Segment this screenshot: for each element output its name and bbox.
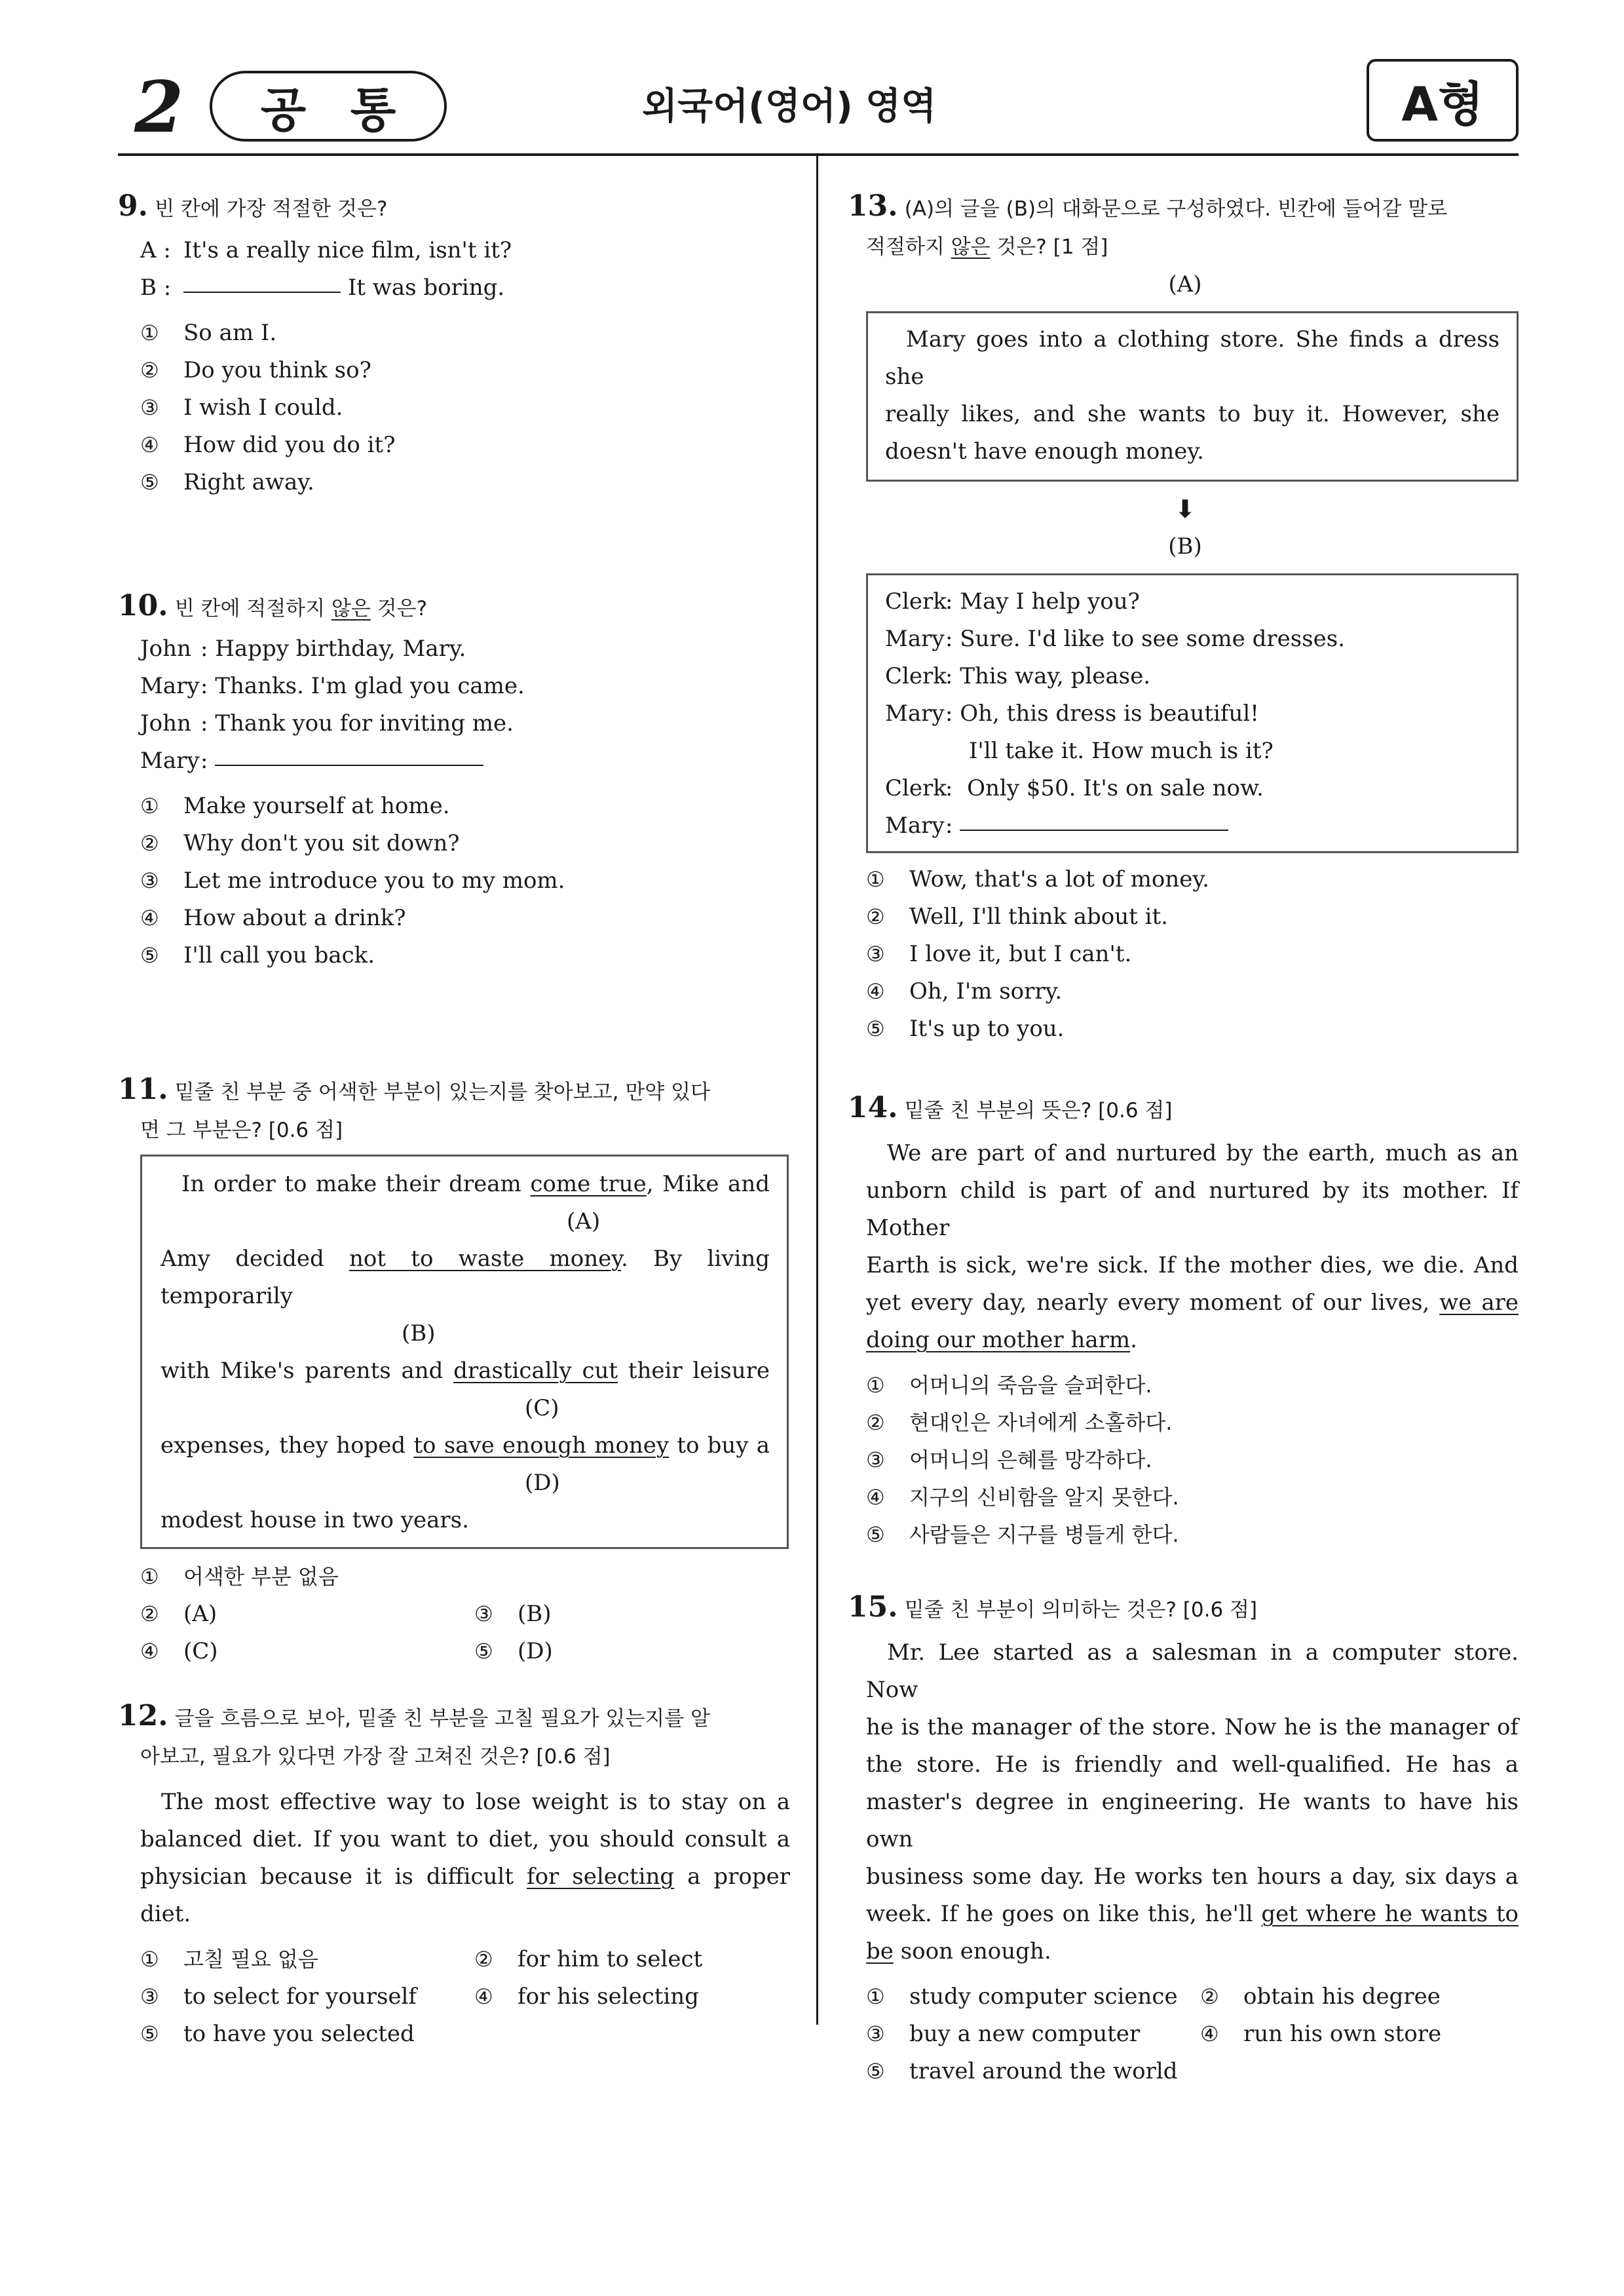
- underlined-phrase: for selecting: [526, 1864, 675, 1890]
- options: [866, 1978, 1522, 2090]
- option[interactable]: ② (A): [140, 1601, 217, 1627]
- subject-title: 외국어(영어) 영역: [642, 85, 937, 128]
- option[interactable]: ⑤ (D): [474, 1638, 553, 1664]
- dialogue-line: Clerk : This way, please.: [885, 663, 1151, 689]
- answer-blank: [215, 742, 483, 766]
- option[interactable]: ③ to select for yourself: [140, 1983, 417, 2010]
- underline-a: come true: [530, 1171, 647, 1197]
- dialogue-line: John : Thank you for inviting me.: [140, 710, 514, 737]
- label-a: (A): [1168, 271, 1202, 297]
- option[interactable]: ⑤ 사람들은 지구를 병들게 한다.: [866, 1522, 1179, 1547]
- options: [140, 315, 786, 501]
- header-rule: [118, 153, 1519, 156]
- option[interactable]: ③ I wish I could.: [140, 394, 343, 421]
- option[interactable]: ② Why don't you sit down?: [140, 830, 460, 856]
- option[interactable]: ⑤ It's up to you.: [866, 1016, 1065, 1042]
- passage: Mr. Lee started as a salesman in a computer store. Now he is the manager of the store. Now he is the manager of the store. He is friendly and well-qualified. He has a master's degree in engineering. He wants to have his own business some day. He works ten hours a day, six days a week. If he goes on like this, he'll get where he wants to be soon enough.: [866, 1639, 1519, 1964]
- option[interactable]: ① 어머니의 죽음을 슬퍼한다.: [866, 1373, 1152, 1398]
- option[interactable]: ④ How about a drink?: [140, 905, 406, 931]
- option[interactable]: ⑤ Right away.: [140, 469, 314, 495]
- passage: The most effective way to lose weight is to stay on a balanced diet. If you want to diet, you should consult a physician because it is difficult for selecting a proper diet.: [140, 1789, 791, 1927]
- options: [140, 1558, 793, 1670]
- label-d: (D): [525, 1470, 560, 1496]
- option[interactable]: ④ for his selecting: [474, 1983, 699, 2010]
- dialogue: [140, 232, 786, 307]
- down-arrow-icon: ⬇: [1175, 495, 1196, 524]
- option[interactable]: ① 어색한 부분 없음: [140, 1564, 339, 1589]
- options: [866, 1367, 1522, 1554]
- option[interactable]: ④ run his own store: [1200, 2021, 1442, 2047]
- underlined-phrase: doing our mother harm: [866, 1327, 1131, 1353]
- dialogue-line: Mary : Oh, this dress is beautiful!: [885, 700, 1259, 727]
- option[interactable]: ① Make yourself at home.: [140, 793, 450, 819]
- option[interactable]: ⑤ travel around the world: [866, 2058, 1178, 2084]
- option[interactable]: ① Wow, that's a lot of money.: [866, 866, 1209, 892]
- passage-box: In order to make their dream come true, Mike and (A) Amy decided not to waste money. By living temporarily (B) with Mike's parents and drastically cut their leisure (C) expenses, they hoped to save enough money to buy a (D) modest house in two years.: [140, 1155, 789, 1549]
- question-number: 11.: [118, 1073, 168, 1106]
- option[interactable]: ⑤ to have you selected: [140, 2021, 415, 2047]
- dialogue: [140, 630, 786, 780]
- answer-blank: [960, 807, 1228, 831]
- option[interactable]: ① 고칠 필요 없음: [140, 1947, 318, 1972]
- option[interactable]: ③ 어머니의 은혜를 망각하다.: [866, 1447, 1152, 1472]
- option[interactable]: ② for him to select: [474, 1946, 703, 1972]
- question-number: 10.: [118, 589, 168, 622]
- label-b: (B): [1168, 533, 1202, 560]
- option[interactable]: ② Well, I'll think about it.: [866, 904, 1168, 930]
- section-char-1: 공: [260, 83, 307, 138]
- option[interactable]: ③ buy a new computer: [866, 2021, 1141, 2047]
- question-15: 15. 밑줄 친 부분이 의미하는 것은? [0.6 점] Mr. Lee started as a salesman in a computer store. Now he is the manager of the store. Now he is the manager of the store. He is friendly and well-qualified. He has a master's degree in engineering. He wants to have his own business some day. He works ten hours a day, six days a week. If he goes on like this, he'll get where he wants to be soon enough. ① study computer science ② obtain his degree ③ buy a new computer ④ run his own store ⑤ travel around the world: [848, 1588, 1522, 2090]
- question-prompt: 빈 칸에 가장 적절한 것은?: [155, 197, 388, 221]
- dialogue-line: B : It was boring.: [140, 269, 786, 307]
- question-number: 12.: [118, 1699, 168, 1732]
- question-number: 13.: [848, 189, 898, 223]
- dialogue-line: Mary : Sure. I'd like to see some dresses.: [885, 626, 1346, 652]
- section-badge: [210, 71, 447, 142]
- question-13: 13. (A)의 글을 (B)의 대화문으로 구성하였다. 빈칸에 들어갈 말로 적절하지 않은 것은? [1 점] (A) Mary goes into a clothing store. She finds a dress she really likes, and she wants to buy it. However, she doesn't have enough money. ⬇ (B) Clerk : May I help you? Mary : Sure. I'd like to see some dresses. Clerk : This way, please. Mary : Oh, this dress is beautiful! I'll take it. How much is it? Clerk : Only $50. It's on sale now. Mary : ① Wow, that's a lot of money. ② Well, I'll think about it. ③ I love it, but I can't. ④ Oh, I'm sorry. ⑤ It's up to you.: [848, 187, 1522, 1048]
- question-10: 10. 빈 칸에 적절하지 않은 것은? John : Happy birthday, Mary. Mary : Thanks. I'm glad you came. John : Thank you for inviting me. Mary : ① Make yourself at home. ② Why don't you sit down? ③ Let me introduce you to my mom. ④ How about a drink? ⑤ I'll call you back.: [118, 587, 786, 974]
- underline-b: not to waste money: [349, 1246, 621, 1272]
- options: [140, 788, 786, 974]
- option[interactable]: ② 현대인은 자녀에게 소홀하다.: [866, 1410, 1173, 1435]
- page-number: 2: [134, 66, 184, 149]
- dialogue-line: Mary : Thanks. I'm glad you came.: [140, 673, 525, 699]
- column-divider: [816, 156, 818, 2025]
- dialogue-line: John : Happy birthday, Mary.: [140, 636, 466, 662]
- option[interactable]: ⑤ I'll call you back.: [140, 942, 375, 968]
- option[interactable]: ① study computer science: [866, 1983, 1178, 2010]
- answer-blank: [183, 269, 341, 293]
- dialogue-line: I'll take it. How much is it?: [969, 738, 1274, 764]
- option[interactable]: ③ Let me introduce you to my mom.: [140, 868, 565, 894]
- dialogue-box: [866, 573, 1519, 853]
- form-type-badge: A형: [1367, 59, 1519, 142]
- option[interactable]: ④ (C): [140, 1638, 218, 1664]
- dialogue-line: Mary :: [885, 807, 1500, 845]
- label-c: (C): [525, 1395, 559, 1421]
- question-12: 12. 글을 흐름으로 보아, 밑줄 친 부분을 고칠 필요가 있는지를 알 아보고, 필요가 있다면 가장 잘 고쳐진 것은? [0.6 점] The most effective way to lose weight is to stay on a balanced diet. If you want to diet, you should consult a physician because it is difficult for selecting a proper diet. ① 고칠 필요 없음 ② for him to select ③ to select for yourself ④ for his selecting ⑤ to have you selected: [118, 1697, 793, 2053]
- dialogue-line: Mary :: [140, 742, 786, 780]
- label-a: (A): [567, 1208, 601, 1234]
- question-number: 14.: [848, 1091, 898, 1124]
- underlined-phrase: be: [866, 1938, 894, 1964]
- dialogue-line: Clerk : May I help you?: [885, 588, 1140, 615]
- option[interactable]: ③ I love it, but I can't.: [866, 941, 1132, 967]
- section-char-2: 통: [350, 83, 396, 138]
- passage-box: Mary goes into a clothing store. She finds a dress she really likes, and she wants to buy it. However, she doesn't have enough money.: [866, 311, 1519, 482]
- option[interactable]: ④ Oh, I'm sorry.: [866, 978, 1063, 1004]
- options: [866, 861, 1522, 1048]
- option[interactable]: ② obtain his degree: [1200, 1983, 1441, 2010]
- passage: We are part of and nurtured by the earth, much as an unborn child is part of and nurtured by its mother. If Mother Earth is sick, we're sick. If the mother dies, we die. And yet every day, nearly every moment of our lives, we are doing our mother harm.: [866, 1140, 1519, 1353]
- underlined-phrase: we are: [1439, 1290, 1519, 1316]
- option[interactable]: ② Do you think so?: [140, 357, 371, 383]
- option[interactable]: ③ (B): [474, 1601, 552, 1627]
- underline-c: drastically cut: [453, 1358, 618, 1384]
- underlined-phrase: get where he wants to: [1261, 1901, 1519, 1927]
- option[interactable]: ④ How did you do it?: [140, 432, 396, 458]
- question-14: 14. 밑줄 친 부분의 뜻은? [0.6 점] We are part of and nurtured by the earth, much as an unborn child is part of and nurtured by its mother. If Mother Earth is sick, we're sick. If the mother dies, we die. And yet every day, nearly every moment of our lives, we are doing our mother harm. ① 어머니의 죽음을 슬퍼한다. ② 현대인은 자녀에게 소홀하다. ③ 어머니의 은혜를 망각하다. ④ 지구의 신비함을 알지 못한다. ⑤ 사람들은 지구를 병들게 한다.: [848, 1089, 1522, 1554]
- options: [140, 1941, 793, 2053]
- label-b: (B): [402, 1320, 436, 1347]
- question-number: 15.: [848, 1590, 898, 1624]
- option[interactable]: ① So am I.: [140, 320, 277, 346]
- question-11: 11. 밑줄 친 부분 중 어색한 부분이 있는지를 찾아보고, 만약 있다 면 그 부분은? [0.6 점] In order to make their dream come true, Mike and (A) Amy decided not to waste money. By living temporarily (B) with Mike's parents and drastically cut their leisure (C) expenses, they hoped to save enough money to buy a (D) modest house in two years. ① 어색한 부분 없음 ② (A) ③ (B) ④ (C) ⑤ (D): [118, 1071, 793, 1670]
- question-9: [118, 187, 786, 501]
- option[interactable]: ④ 지구의 신비함을 알지 못한다.: [866, 1485, 1179, 1510]
- dialogue-line: A : It's a really nice film, isn't it?: [140, 237, 512, 263]
- underline-d: to save enough money: [413, 1432, 670, 1459]
- question-number: 9.: [118, 189, 148, 223]
- dialogue-line: Clerk : Only $50. It's on sale now.: [885, 775, 1264, 801]
